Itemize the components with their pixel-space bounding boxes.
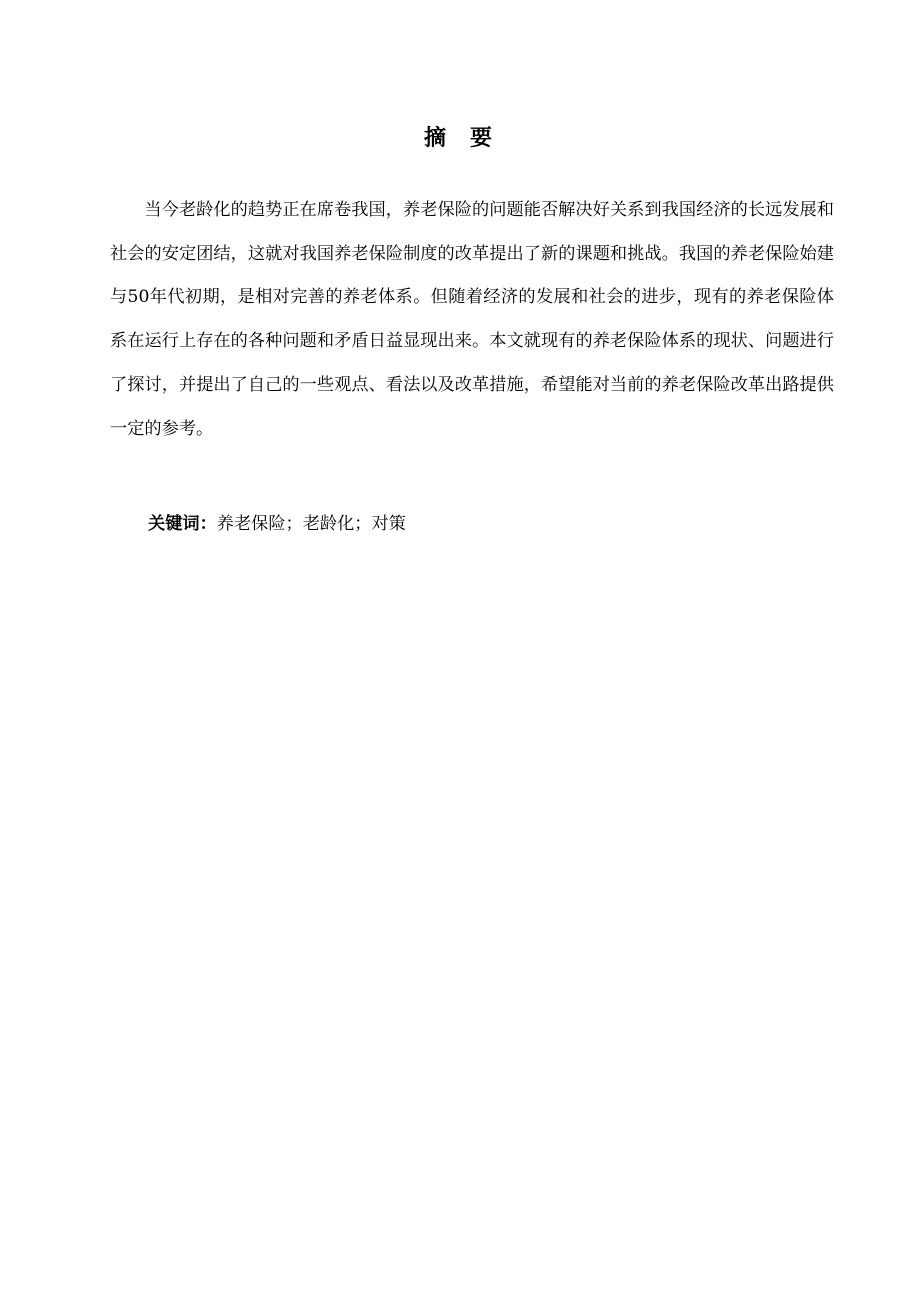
- keywords-label: 关键词：: [148, 514, 217, 534]
- abstract-body: 当今老龄化的趋势正在席卷我国，养老保险的问题能否解决好关系到我国经济的长远发展和社会的安定团结，这就对我国养老保险制度的改革提出了新的课题和挑战。我国的养老保险始建与50年代初期，是相对完善的养老体系。但随着经济的发展和社会的进步，现有的养老保险体系在运行上存在的各种问题和矛盾日益显现出来。本文就现有的养老保险体系的现状、问题进行了探讨，并提出了自己的一些观点、看法以及改革措施，希望能对当前的养老保险改革出路提供一定的参考。: [110, 200, 834, 439]
- keywords-line: [148, 509, 406, 539]
- keywords-value: 养老保险；老龄化；对策: [216, 514, 406, 534]
- abstract-title: 摘要: [423, 126, 516, 151]
